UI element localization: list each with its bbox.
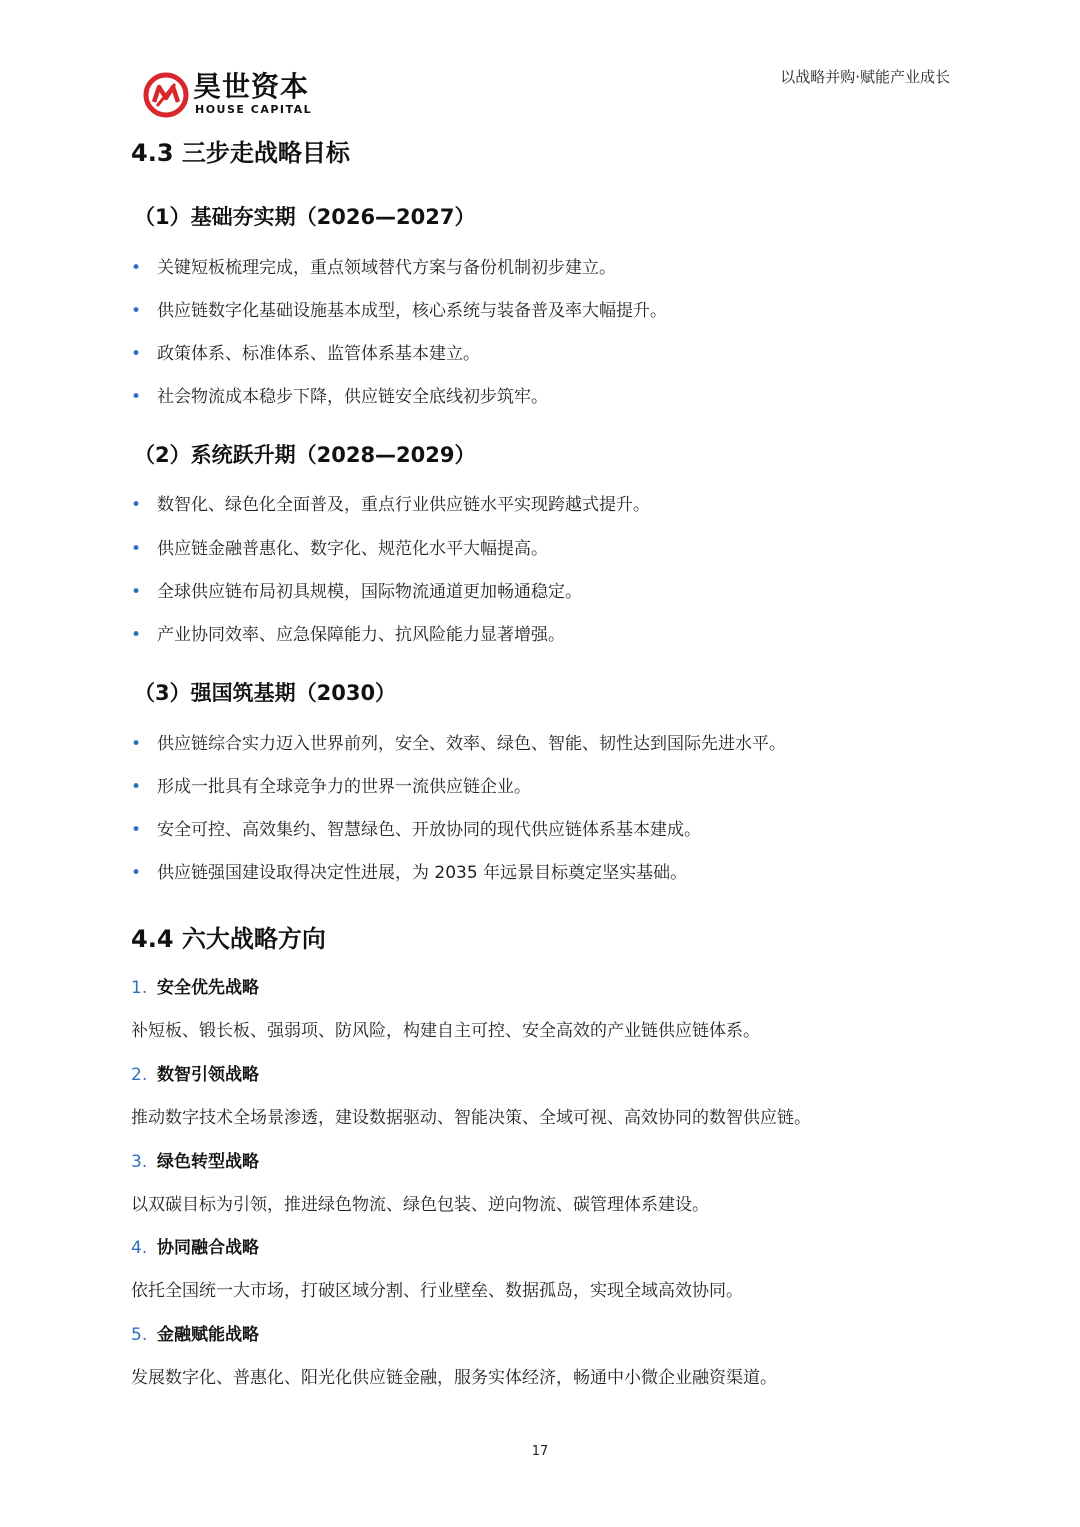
direction-number: 2.: [131, 1065, 148, 1085]
list-item: • 供应链金融普惠化、数字化、规范化水平大幅提高。: [131, 539, 548, 559]
bullet-icon: •: [131, 344, 142, 364]
bullet-icon: •: [131, 820, 142, 840]
section-title-4-4: 4.4 六大战略方向: [131, 925, 326, 953]
phase1-title: （1）基础夯实期（2026—2027）: [134, 205, 476, 229]
page-number: 17: [531, 1444, 549, 1459]
list-item: • 供应链强国建设取得决定性进展，为 2035 年远景目标奠定坚实基础。: [131, 863, 688, 883]
list-item: • 供应链数字化基础设施基本成型，核心系统与装备普及率大幅提升。: [131, 301, 667, 321]
bullet-icon: •: [131, 777, 142, 797]
phase2-title: （2）系统跃升期（2028—2029）: [134, 443, 476, 467]
house-capital-logo-icon: [143, 72, 189, 118]
direction-description: 补短板、锻长板、强弱项、防风险，构建自主可控、安全高效的产业链供应链体系。: [131, 1021, 760, 1041]
direction-heading: 1. 安全优先战略: [131, 978, 259, 998]
logo-english-name: HOUSE CAPITAL: [195, 103, 313, 116]
direction-number: 4.: [131, 1238, 148, 1258]
direction-heading: 5. 金融赋能战略: [131, 1325, 259, 1345]
list-item: • 数智化、绿色化全面普及，重点行业供应链水平实现跨越式提升。: [131, 495, 650, 515]
direction-description: 发展数字化、普惠化、阳光化供应链金融，服务实体经济，畅通中小微企业融资渠道。: [131, 1368, 777, 1388]
list-item: • 社会物流成本稳步下降，供应链安全底线初步筑牢。: [131, 387, 548, 407]
direction-description: 以双碳目标为引领，推进绿色物流、绿色包装、逆向物流、碳管理体系建设。: [131, 1195, 709, 1215]
bullet-icon: •: [131, 625, 142, 645]
list-item: • 供应链综合实力迈入世界前列，安全、效率、绿色、智能、韧性达到国际先进水平。: [131, 734, 786, 754]
bullet-icon: •: [131, 258, 142, 278]
list-item: • 全球供应链布局初具规模，国际物流通道更加畅通稳定。: [131, 582, 582, 602]
direction-description: 推动数字技术全场景渗透，建设数据驱动、智能决策、全域可视、高效协同的数智供应链。: [131, 1108, 811, 1128]
direction-heading: 3. 绿色转型战略: [131, 1152, 259, 1172]
logo-chinese-name: 昊世资本: [193, 70, 310, 103]
bullet-icon: •: [131, 582, 142, 602]
bullet-icon: •: [131, 734, 142, 754]
list-item: • 产业协同效率、应急保障能力、抗风险能力显著增强。: [131, 625, 565, 645]
direction-heading: 2. 数智引领战略: [131, 1065, 259, 1085]
list-item: • 关键短板梳理完成，重点领域替代方案与备份机制初步建立。: [131, 258, 616, 278]
list-item: • 政策体系、标准体系、监管体系基本建立。: [131, 344, 480, 364]
phase3-title: （3）强国筑基期（2030）: [134, 681, 397, 705]
bullet-icon: •: [131, 495, 142, 515]
company-logo: [143, 70, 313, 120]
bullet-icon: •: [131, 863, 142, 883]
bullet-icon: •: [131, 387, 142, 407]
bullet-icon: •: [131, 539, 142, 559]
direction-heading: 4. 协同融合战略: [131, 1238, 259, 1258]
bullet-icon: •: [131, 301, 142, 321]
header-slogan: 以战略并购·赋能产业成长: [780, 68, 950, 86]
section-title-4-3: 4.3 三步走战略目标: [131, 139, 350, 167]
direction-description: 依托全国统一大市场，打破区域分割、行业壁垒、数据孤岛，实现全域高效协同。: [131, 1281, 743, 1301]
list-item: • 形成一批具有全球竞争力的世界一流供应链企业。: [131, 777, 531, 797]
direction-number: 3.: [131, 1152, 148, 1172]
list-item: • 安全可控、高效集约、智慧绿色、开放协同的现代供应链体系基本建成。: [131, 820, 701, 840]
direction-number: 5.: [131, 1325, 148, 1345]
direction-number: 1.: [131, 978, 148, 998]
